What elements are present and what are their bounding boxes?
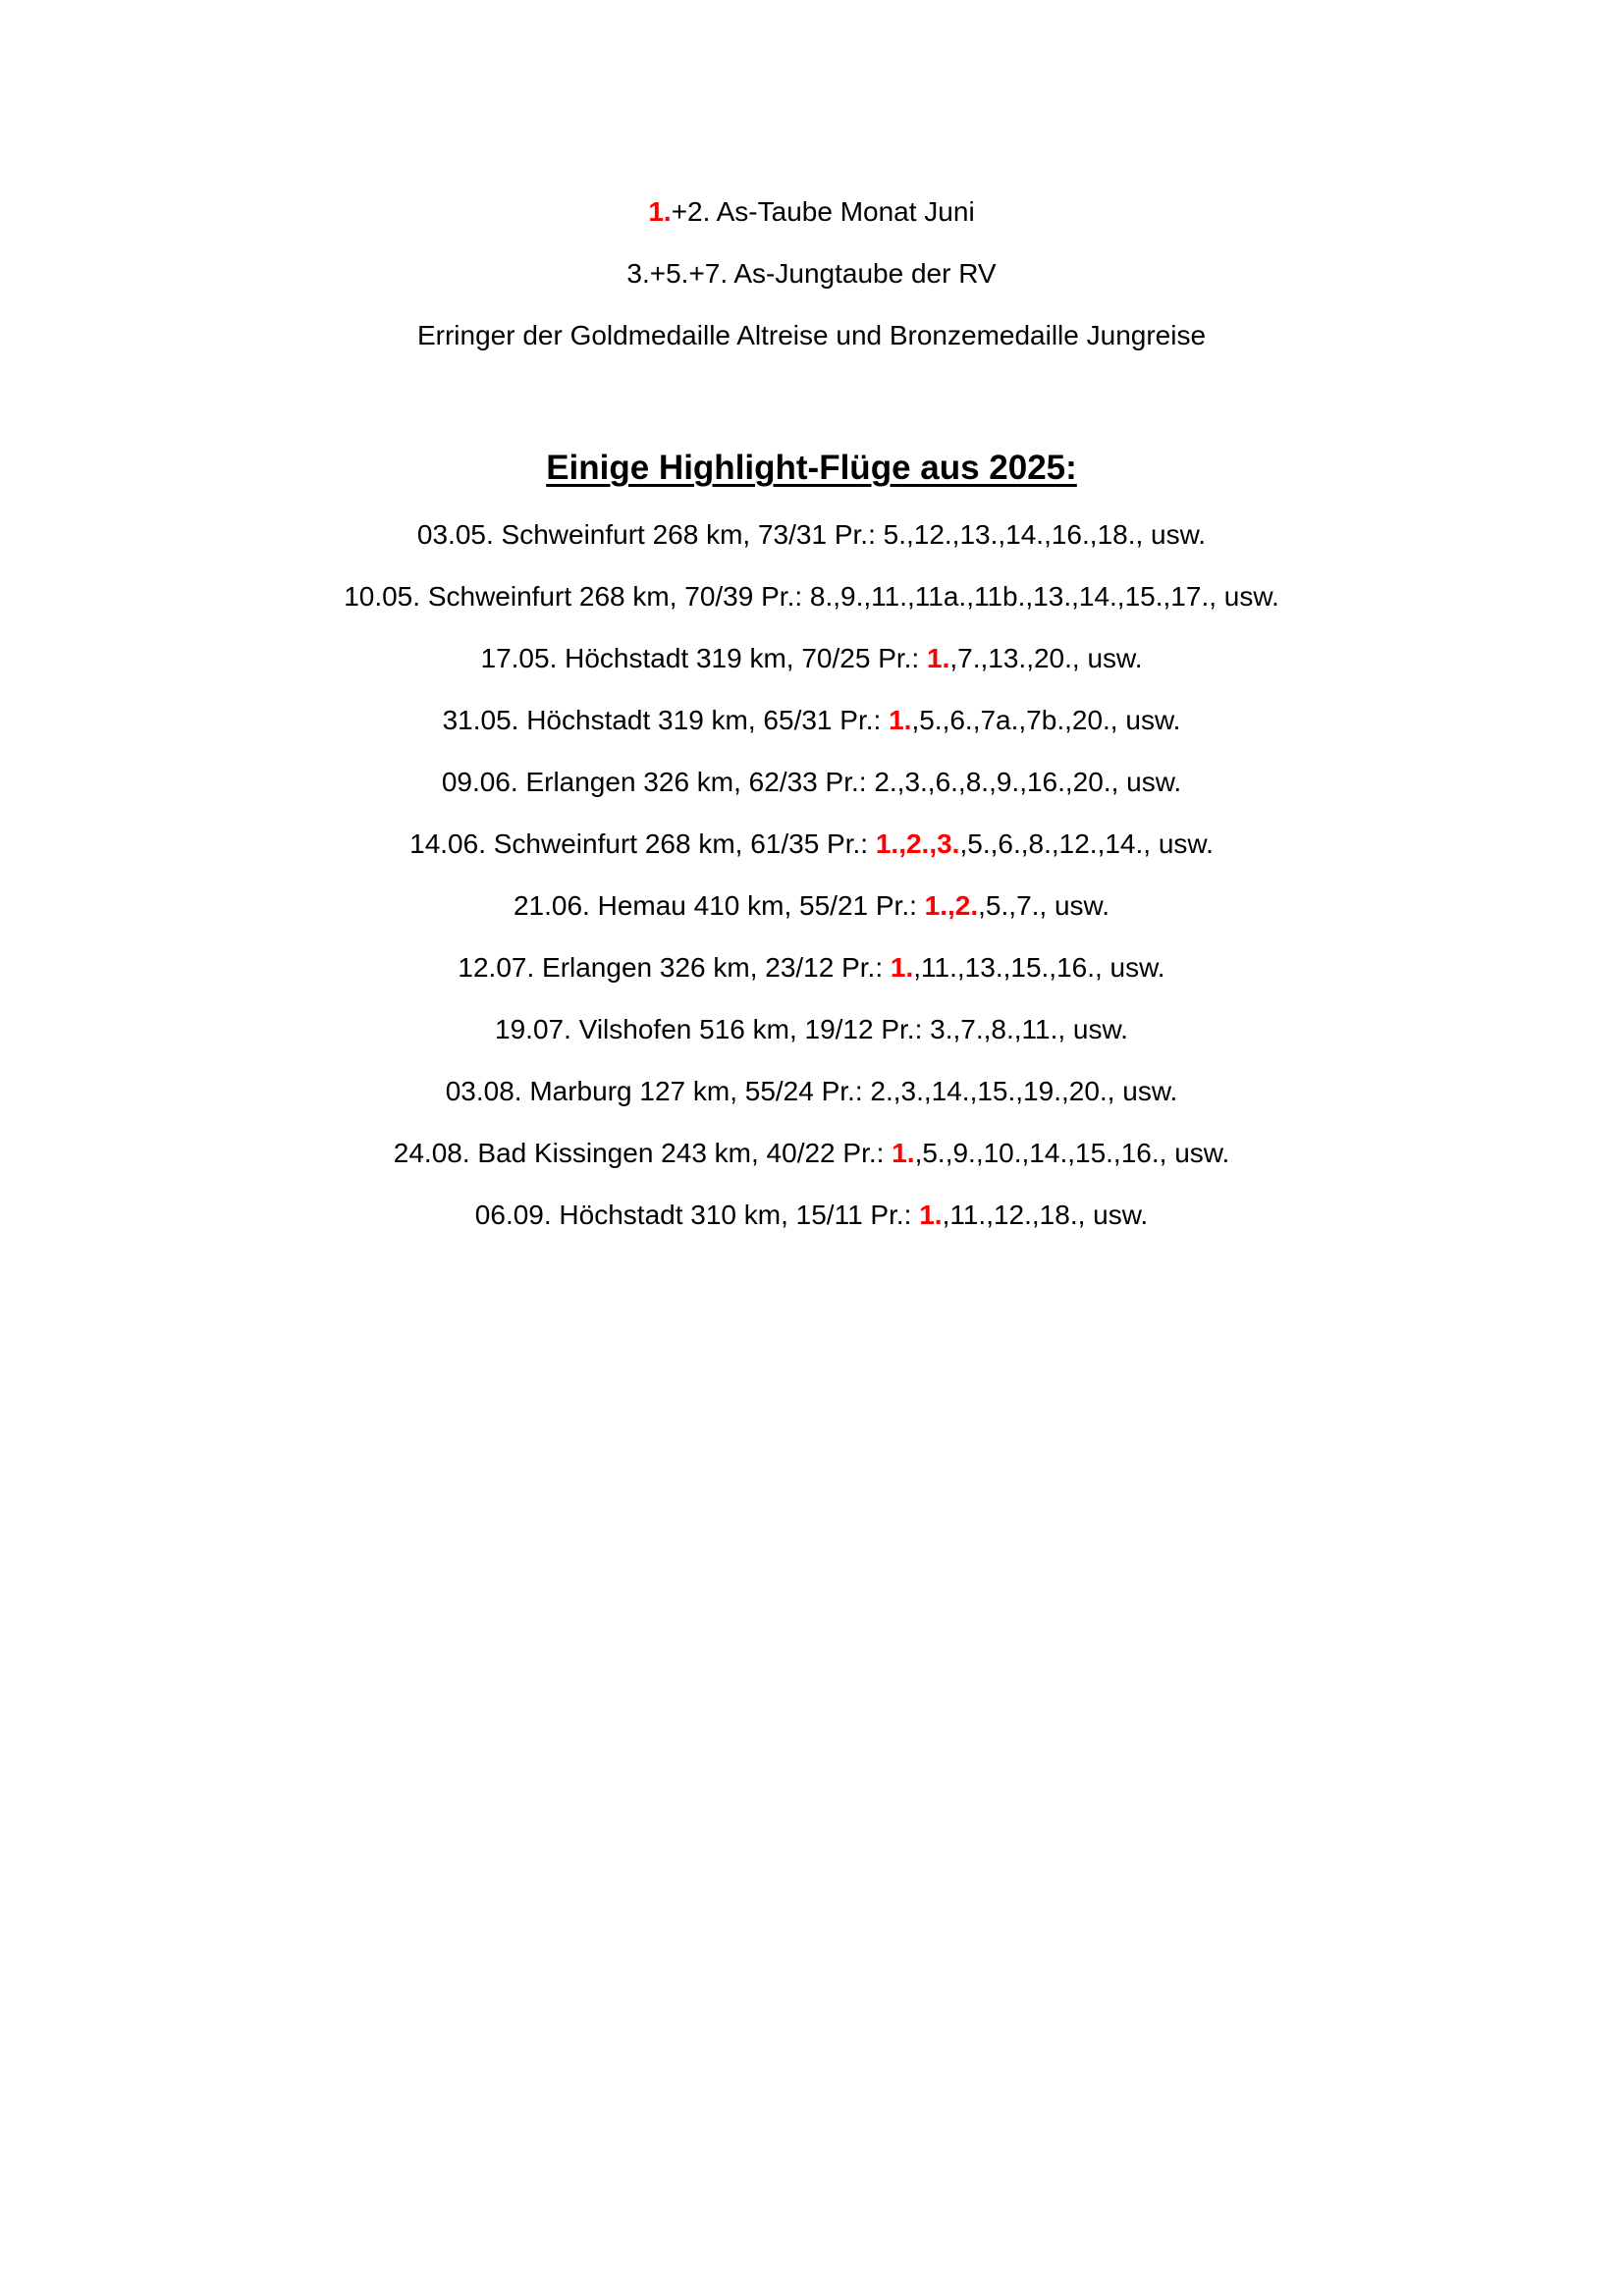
- line-text: 19.07. Vilshofen 516 km, 19/12 Pr.: 3.,7.,8.,11., usw.: [495, 1014, 1128, 1044]
- flight-line: [0, 1199, 1623, 1232]
- placement-highlight: 1.: [648, 196, 672, 227]
- intro-line-medals: [0, 319, 1623, 352]
- intro-line-young-ace-pigeon: [0, 257, 1623, 291]
- flight-line: [0, 642, 1623, 675]
- flight-line: [0, 828, 1623, 861]
- placement-highlight: 1.,2.,3.: [875, 828, 960, 859]
- placement-highlight: 1.: [889, 705, 912, 735]
- flight-line: [0, 1075, 1623, 1108]
- line-text: 14.06. Schweinfurt 268 km, 61/35 Pr.:: [409, 828, 876, 859]
- flight-line: [0, 1013, 1623, 1046]
- line-text: ,5.,9.,10.,14.,15.,16., usw.: [914, 1138, 1230, 1168]
- line-text: ,11.,13.,15.,16., usw.: [913, 952, 1165, 983]
- highlights-heading: Einige Highlight-Flüge aus 2025:: [546, 449, 1077, 487]
- flight-line: [0, 704, 1623, 737]
- line-text: ,7.,13.,20., usw.: [949, 643, 1143, 673]
- line-text: 10.05. Schweinfurt 268 km, 70/39 Pr.: 8.,9.,11.,11a.,11b.,13.,14.,15.,17., usw.: [344, 581, 1279, 612]
- line-text: +2. As-Taube Monat Juni: [671, 196, 975, 227]
- line-text: ,5.,6.,7a.,7b.,20., usw.: [911, 705, 1181, 735]
- line-text: 24.08. Bad Kissingen 243 km, 40/22 Pr.:: [393, 1138, 893, 1168]
- line-text: ,11.,12.,18., usw.: [942, 1200, 1149, 1230]
- flight-line: [0, 889, 1623, 923]
- intro-line-ace-pigeon-june: [0, 195, 1623, 229]
- placement-highlight: 1.: [927, 643, 950, 673]
- placement-highlight: 1.: [919, 1200, 943, 1230]
- line-text: ,5.,6.,8.,12.,14., usw.: [959, 828, 1214, 859]
- line-text: 31.05. Höchstadt 319 km, 65/31 Pr.:: [442, 705, 890, 735]
- line-text: 21.06. Hemau 410 km, 55/21 Pr.:: [513, 890, 925, 921]
- line-text: 06.09. Höchstadt 310 km, 15/11 Pr.:: [474, 1200, 920, 1230]
- line-text: 17.05. Höchstadt 319 km, 70/25 Pr.:: [480, 643, 927, 673]
- placement-highlight: 1.,2.: [924, 890, 979, 921]
- flight-line: [0, 518, 1623, 552]
- line-text: Erringer der Goldmedaille Altreise und Bronzemedaille Jungreise: [416, 320, 1207, 350]
- line-text: 09.06. Erlangen 326 km, 62/33 Pr.: 2.,3.,6.,8.,9.,16.,20., usw.: [441, 767, 1182, 797]
- line-text: 03.08. Marburg 127 km, 55/24 Pr.: 2.,3.,14.,15.,19.,20., usw.: [445, 1076, 1178, 1106]
- placement-highlight: 1.: [890, 952, 914, 983]
- flight-line: [0, 766, 1623, 799]
- line-text: 12.07. Erlangen 326 km, 23/12 Pr.:: [458, 952, 891, 983]
- flight-line: [0, 951, 1623, 985]
- line-text: 03.05. Schweinfurt 268 km, 73/31 Pr.: 5.,12.,13.,14.,16.,18., usw.: [416, 519, 1207, 550]
- line-text: ,5.,7., usw.: [978, 890, 1110, 921]
- placement-highlight: 1.: [892, 1138, 915, 1168]
- flight-line: [0, 1137, 1623, 1170]
- flight-line: [0, 580, 1623, 614]
- line-text: 3.+5.+7. As-Jungtaube der RV: [626, 258, 997, 289]
